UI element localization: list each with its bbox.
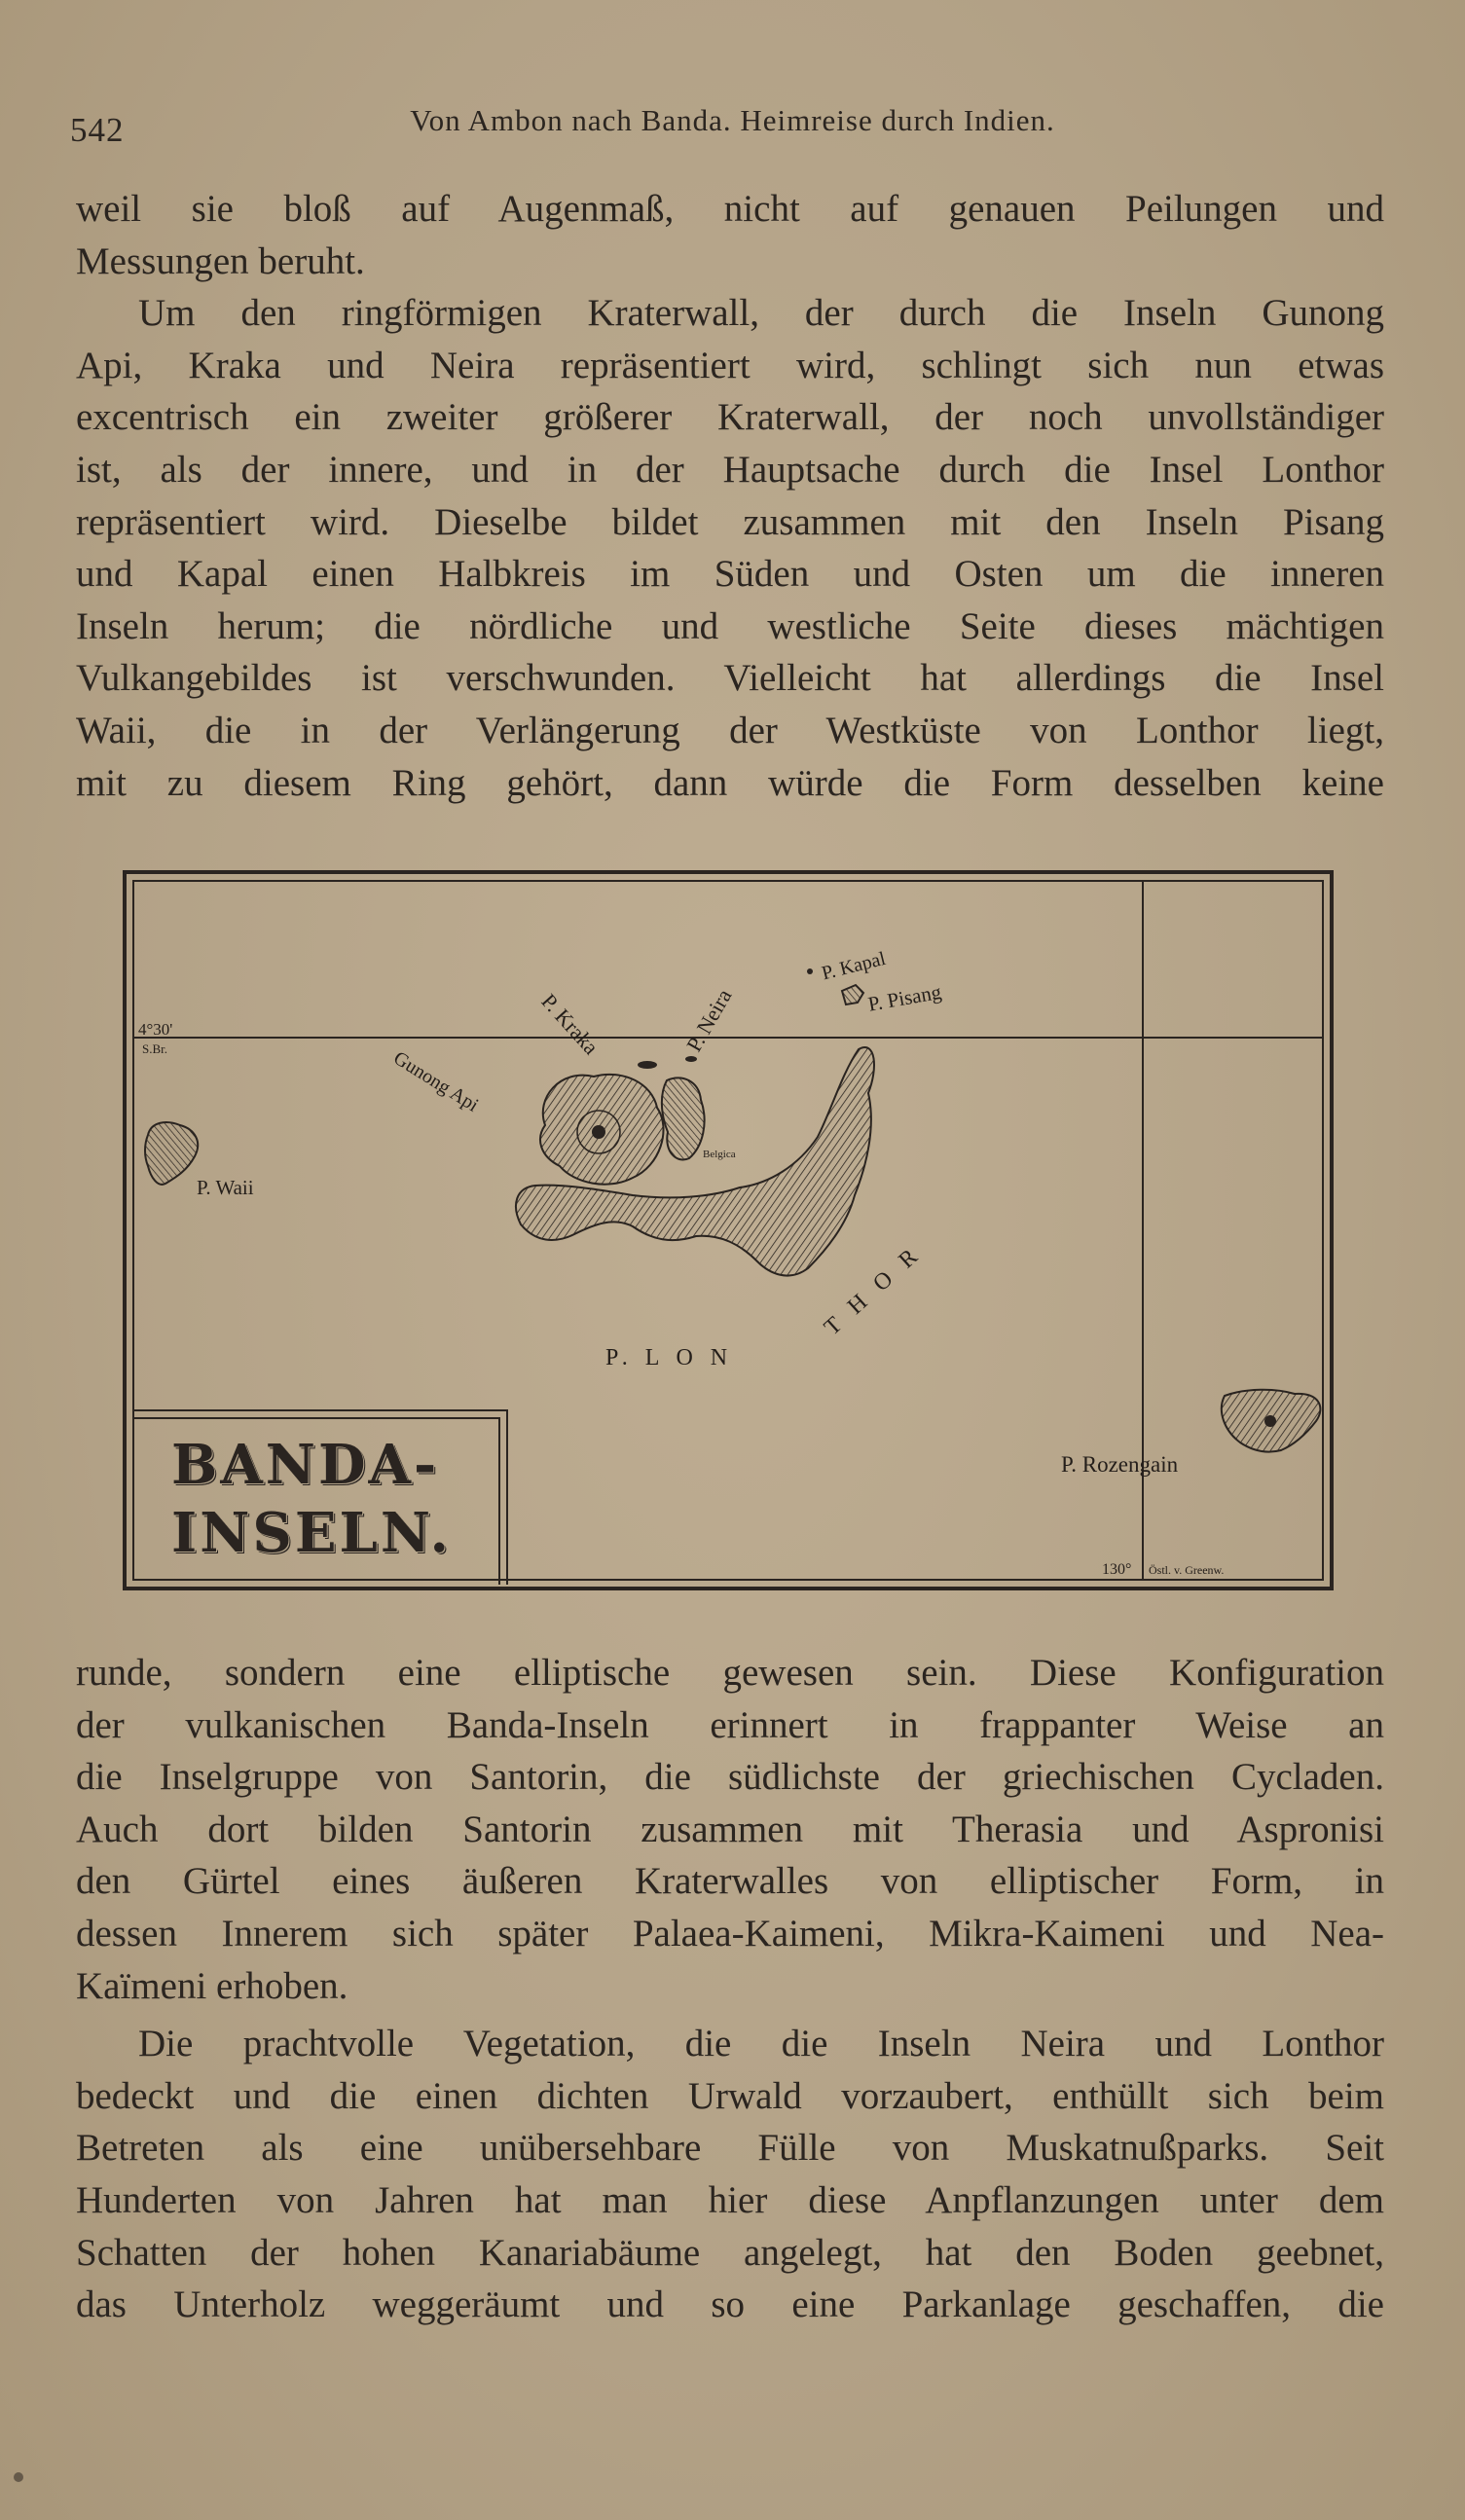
text-line: ist, als der innere, und in der Hauptsache durch die Insel Lonthor (76, 448, 1384, 491)
belgica-label: Belgica (703, 1149, 736, 1160)
gunong-api-label: Gunong Api (389, 1047, 483, 1116)
pisang-island (842, 985, 863, 1004)
text-line: runde, sondern eine elliptische gewesen sein. Diese Konfiguration (76, 1652, 1384, 1694)
text-line: Waii, die in der Verlängerung der Westküste von Lonthor liegt, (76, 709, 1384, 751)
waii-label: P. Waii (197, 1176, 254, 1199)
text-line: Hunderten von Jahren hat man hier diese Anpflanzungen unter dem (76, 2178, 1384, 2221)
kapal-island (807, 968, 813, 974)
text-line: Die prachtvolle Vegetation, die die Inseln Neira und Lonthor (138, 2023, 1384, 2065)
page-number: 542 (70, 111, 125, 149)
text-line: Um den ringförmigen Kraterwall, der durch die Inseln Gunong (138, 292, 1384, 335)
longitude-label: 130° (1102, 1561, 1132, 1578)
pisang-label: P. Pisang (866, 979, 943, 1016)
page-header (70, 97, 1395, 149)
text-line: Kaïmeni erhoben. (76, 1964, 348, 2007)
text-line: den Gürtel eines äußeren Kraterwalles von elliptischer Form, in (76, 1860, 1384, 1903)
kraka-label: P. Kraka (536, 989, 604, 1060)
text-line: der vulkanischen Banda-Inseln erinnert in frappanter Weise an (76, 1703, 1384, 1746)
text-line: Messungen beruht. (76, 239, 365, 282)
text-line: Api, Kraka und Neira repräsentiert wird, schlingt sich nun etwas (76, 344, 1384, 386)
text-line: dessen Innerem sich später Palaea-Kaimeni, Mikra-Kaimeni und Nea- (76, 1912, 1384, 1954)
text-line: das Unterholz weggeräumt und so eine Parkanlage geschaffen, die (76, 2283, 1384, 2326)
text-line: Vulkangebildes ist verschwunden. Vielleicht hat allerdings die Insel (76, 657, 1384, 700)
latitude-label: 4°30' (138, 1020, 173, 1039)
text-line: mit zu diesem Ring gehört, dann würde die Form desselben keine (76, 761, 1384, 804)
text-line: Schatten der hohen Kanariabäume angelegt, hat den Boden geebnet, (76, 2231, 1384, 2274)
banda-islands-map (123, 870, 1334, 1590)
text-line: repräsentiert wird. Dieselbe bildet zusammen mit den Inseln Pisang (76, 500, 1384, 543)
text-line: und Kapal einen Halbkreis im Süden und Osten um die inneren (76, 553, 1384, 596)
latitude-sub-label: S.Br. (142, 1041, 168, 1056)
text-block-top (76, 183, 1384, 809)
text-line: Inseln herum; die nördliche und westliche Seite dieses mächtigen (76, 604, 1384, 647)
running-title: Von Ambon nach Banda. Heimreise durch Indien. (410, 103, 1055, 137)
map-title-line2: INSELN. (171, 1501, 452, 1565)
waii-island (145, 1122, 198, 1185)
rozengain-label: P. Rozengain (1061, 1452, 1179, 1477)
text-line: excentrisch ein zweiter größerer Kraterwall, der noch unvollständiger (76, 396, 1384, 439)
kraka-island (638, 1061, 657, 1069)
neira-island (662, 1077, 705, 1159)
text-block-bottom (76, 1647, 1384, 2331)
neira-label: P. Neira (681, 984, 737, 1056)
lonthor-label-a: P. L O N (605, 1345, 734, 1370)
lonthor-label-b: T H O R (820, 1240, 928, 1341)
paper-spot (14, 2472, 23, 2482)
text-line: die Inselgruppe von Santorin, die südlichste der griechischen Cycladen. (76, 1756, 1384, 1799)
longitude-sub-label: Östl. v. Greenw. (1149, 1563, 1225, 1577)
map-title-box (134, 1409, 508, 1585)
text-line: bedeckt und die einen dichten Urwald vorzaubert, enthüllt sich beim (76, 2074, 1384, 2117)
map-title-line1: BANDA- (171, 1433, 440, 1497)
text-line: Auch dort bilden Santorin zusammen mit Therasia und Aspronisi (76, 1808, 1384, 1850)
gunong-api-island (540, 1075, 664, 1185)
text-line: Betreten als eine unübersehbare Fülle von Muskatnußparks. Seit (76, 2127, 1384, 2170)
text-line: weil sie bloß auf Augenmaß, nicht auf genauen Peilungen und (76, 188, 1384, 230)
kapal-label: P. Kapal (820, 947, 889, 985)
